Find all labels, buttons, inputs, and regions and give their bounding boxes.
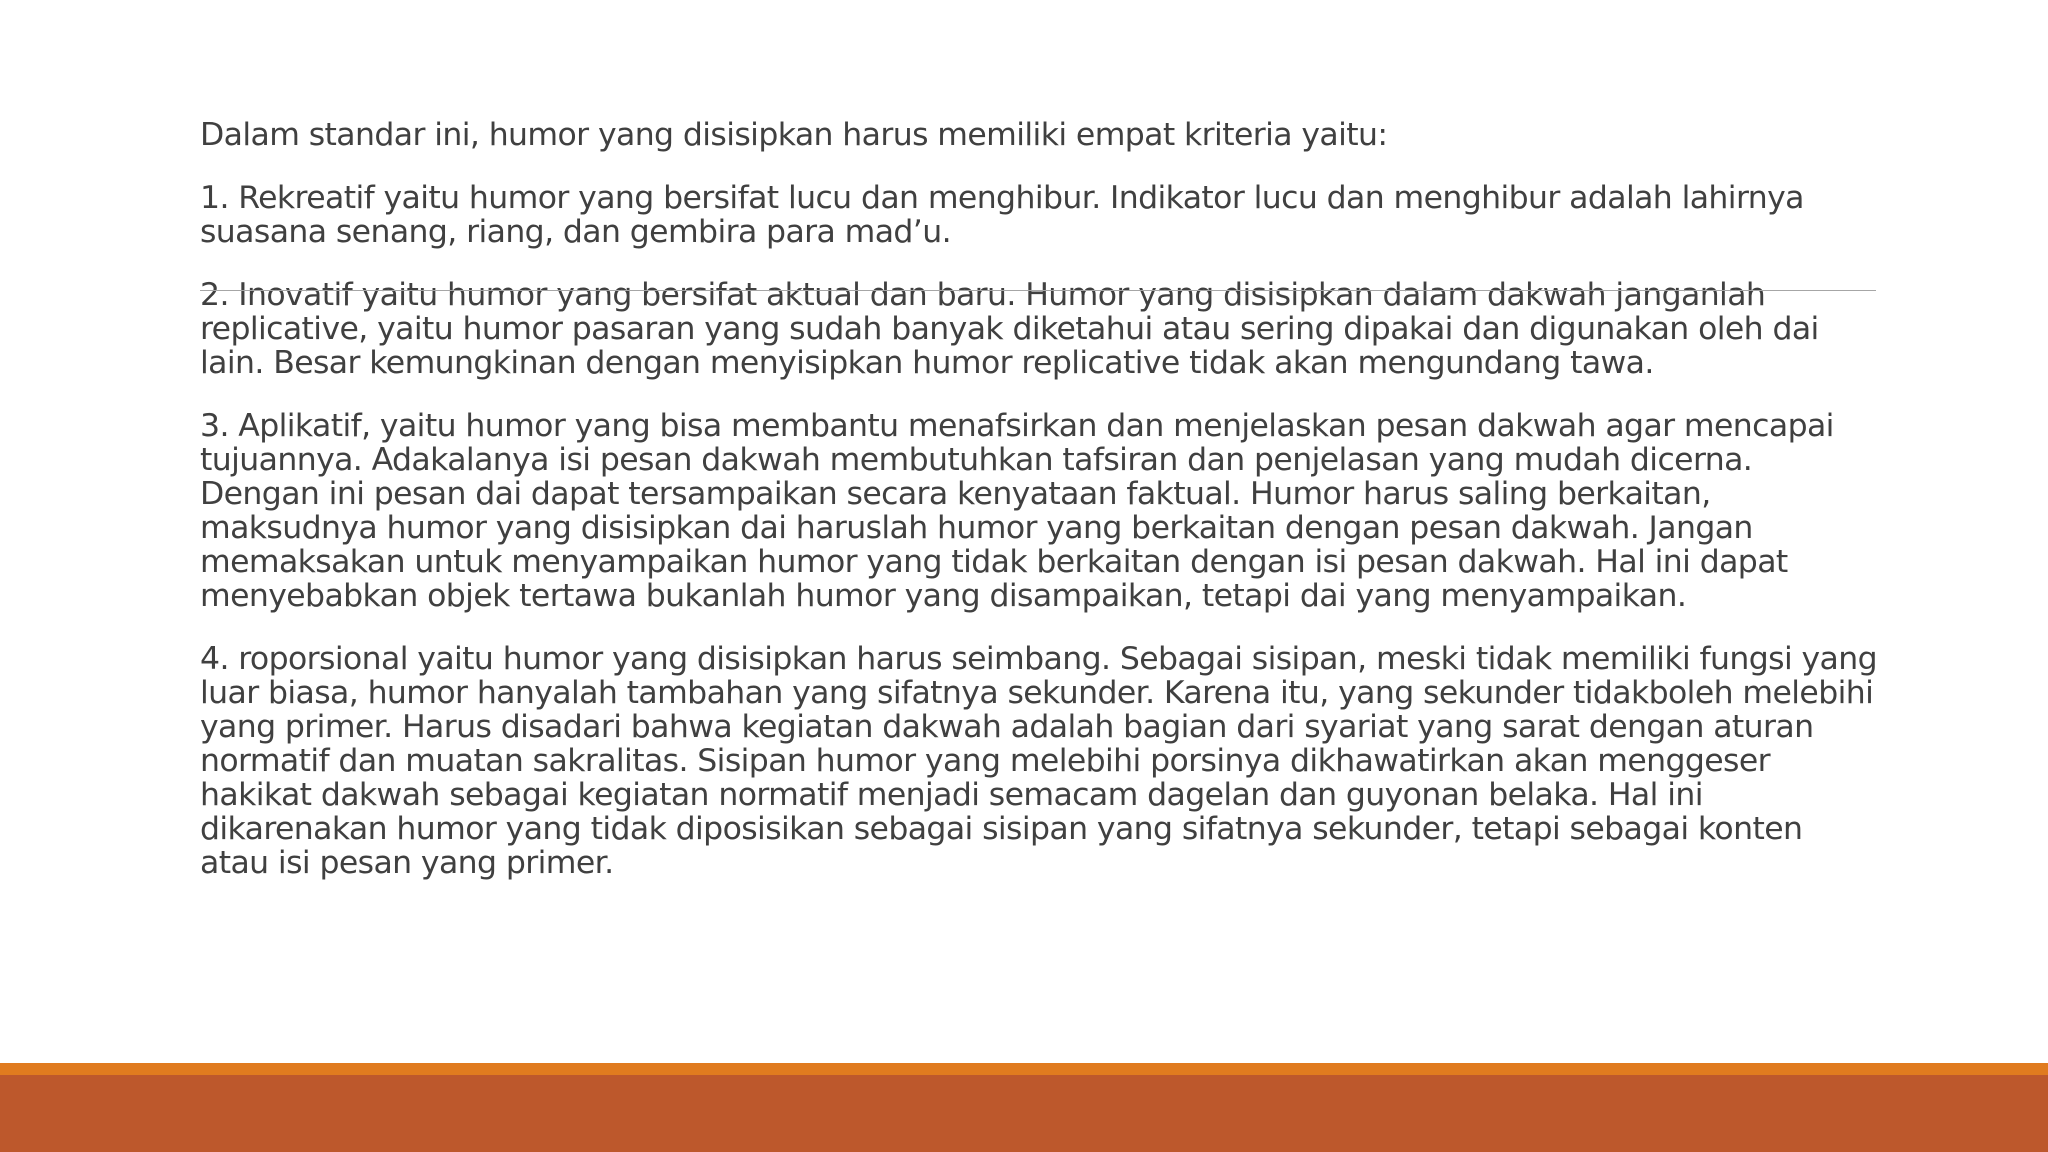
criteria-point-4: 4. roporsional yaitu humor yang disisipkan harus seimbang. Sebagai sisipan, meski tidak memiliki fungsi yang luar biasa, humor hanyalah tambahan yang sifatnya sekunder. Karena itu, yang sekunder tidakboleh melebihi yang primer. Harus disadari bahwa kegiatan dakwah adalah bagian dari syariat yang sarat dengan aturan normatif dan muatan sakralitas. Sisipan humor yang melebihi porsinya dikhawatirkan akan menggeser hakikat dakwah sebagai kegiatan normatif menjadi semacam dagelan dan guyonan belaka. Hal ini dikarenakan humor yang tidak diposisikan sebagai sisipan yang sifatnya sekunder, tetapi sebagai konten atau isi pesan yang primer. <box>200 641 1878 881</box>
slide-body <box>200 118 1880 909</box>
criteria-point-3: 3. Aplikatif, yaitu humor yang bisa membantu menafsirkan dan menjelaskan pesan dakwah agar mencapai tujuannya. Adakalanya isi pesan dakwah membutuhkan tafsiran dan penjelasan yang mudah dicerna. Dengan ini pesan dai dapat tersampaikan secara kenyataan faktual. Humor harus saling berkaitan, maksudnya humor yang disisipkan dai haruslah humor yang berkaitan dengan pesan dakwah. Jangan memaksakan untuk menyampaikan humor yang tidak berkaitan dengan isi pesan dakwah. Hal ini dapat menyebabkan objek tertawa bukanlah humor yang disampaikan, tetapi dai yang menyampaikan. <box>200 408 1834 614</box>
divider-line <box>200 290 1876 291</box>
intro-text: Dalam standar ini, humor yang disisipkan harus memiliki empat kriteria yaitu: <box>200 117 1388 153</box>
criteria-point-2: 2. Inovatif yaitu humor yang bersifat aktual dan baru. Humor yang disisipkan dalam dakwah janganlah replicative, yaitu humor pasaran yang sudah banyak diketahui atau sering dipakai dan digunakan oleh dai lain. Besar kemungkinan dengan menyisipkan humor replicative tidak akan mengundang tawa. <box>200 277 1819 381</box>
footer-accent-stripe <box>0 1063 2048 1075</box>
footer-band <box>0 1075 2048 1152</box>
criteria-point-1: 1. Rekreatif yaitu humor yang bersifat lucu dan menghibur. Indikator lucu dan menghibur adalah lahirnya suasana senang, riang, dan gembira para mad’u. <box>200 180 1804 250</box>
